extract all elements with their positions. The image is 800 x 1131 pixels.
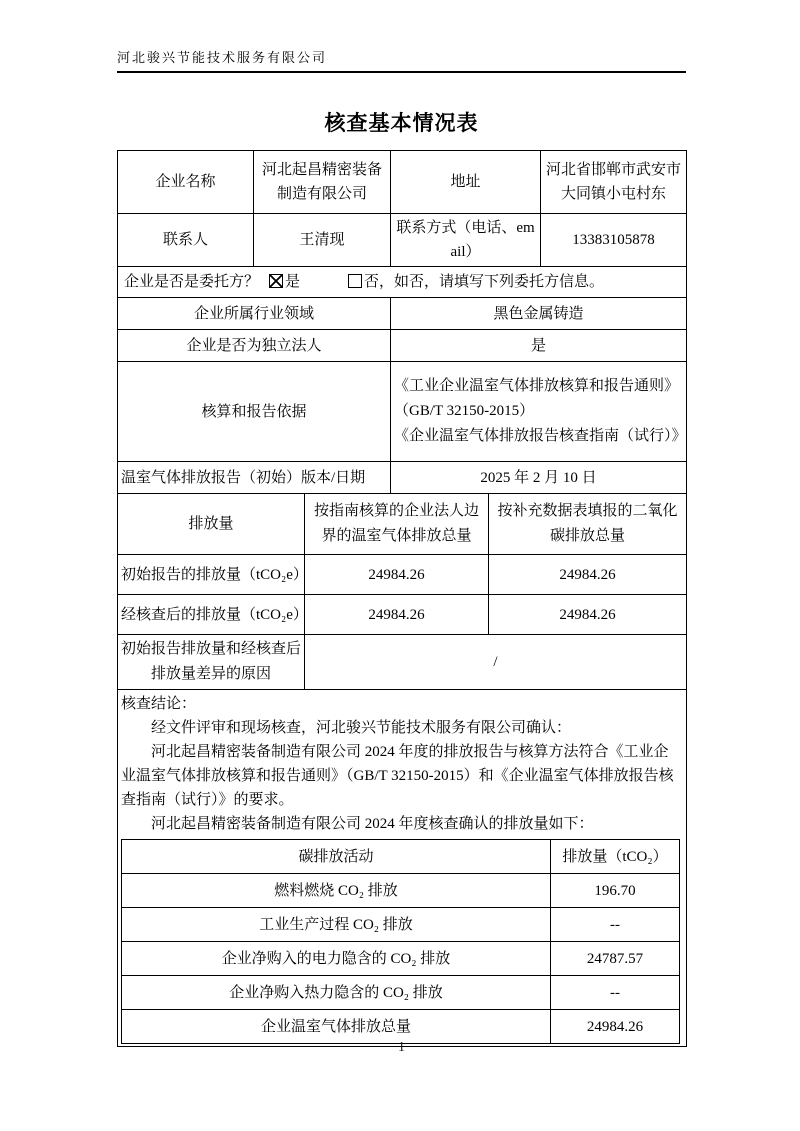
industry-label: 企业所属行业领域 [118, 298, 391, 330]
difference-reason-value: / [305, 635, 687, 690]
basis-line-1: 《工业企业温室气体排放核算和报告通则》（GB/T 32150-2015） [394, 378, 680, 419]
phone-value: 13383105878 [541, 214, 687, 267]
emission-activity-cell: 企业温室气体排放总量 [122, 1010, 551, 1044]
conclusion-paragraph-1: 经文件评审和现场核查，河北骏兴节能技术服务有限公司确认： [151, 720, 572, 736]
table-row-basis [118, 362, 687, 462]
emissions-header-col3: 按补充数据表填报的二氧化碳排放总量 [489, 494, 687, 555]
basis-line-2: 《企业温室气体排放报告核查指南（试行）》 [394, 428, 687, 444]
verification-table [117, 150, 687, 1047]
emission-activity-cell: 企业净购入的电力隐含的 CO₂ 排放 [122, 942, 551, 976]
emission-activity-header: 碳排放活动 [122, 840, 551, 874]
table-row-entrust [118, 267, 687, 298]
header-company-name: 河北骏兴节能技术服务有限公司 [117, 50, 328, 65]
emission-amount-cell: 196.70 [551, 874, 680, 908]
table-row-contact [118, 214, 687, 267]
table-row-total-ghg [122, 1010, 680, 1044]
entrust-yes-label: 是 [285, 274, 301, 290]
difference-reason-label: 初始报告排放量和经核查后排放量差异的原因 [118, 635, 305, 690]
address-label: 地址 [391, 151, 541, 214]
table-row-conclusion [118, 690, 687, 1047]
entrust-question: 企业是否是委托方？ [124, 274, 260, 290]
enterprise-name-value: 河北起昌精密装备制造有限公司 [254, 151, 391, 214]
basis-value [391, 362, 687, 462]
document-header [117, 47, 686, 73]
initial-emission-value-1: 24984.26 [305, 555, 489, 595]
entrust-row-cell [118, 267, 687, 298]
legal-person-label: 企业是否为独立法人 [118, 330, 391, 362]
emission-activity-cell: 企业净购入热力隐含的 CO₂ 排放 [122, 976, 551, 1010]
legal-person-value: 是 [391, 330, 687, 362]
emission-table-header-row [122, 840, 680, 874]
industry-value: 黑色金属铸造 [391, 298, 687, 330]
emissions-header-col1: 排放量 [118, 494, 305, 555]
contact-person-value: 王清现 [254, 214, 391, 267]
emission-amount-header: 排放量（tCO₂） [551, 840, 680, 874]
table-row-legal-person [118, 330, 687, 362]
page-title: 核查基本情况表 [324, 111, 479, 135]
checked-checkbox-icon [269, 274, 283, 288]
emission-activity-cell: 燃料燃烧 CO₂ 排放 [122, 874, 551, 908]
unchecked-checkbox-icon [348, 274, 362, 288]
conclusion-title: 核查结论： [121, 696, 197, 712]
table-row-difference-reason [118, 635, 687, 690]
basis-label: 核算和报告依据 [118, 362, 391, 462]
enterprise-name-label: 企业名称 [118, 151, 254, 214]
contact-person-label: 联系人 [118, 214, 254, 267]
conclusion-paragraph-3: 河北起昌精密装备制造有限公司 2024 年度核查确认的排放量如下： [151, 816, 594, 832]
report-version-value: 2025 年 2 月 10 日 [391, 462, 687, 494]
table-row-industrial-process [122, 908, 680, 942]
conclusion-paragraph-2: 河北起昌精密装备制造有限公司 2024 年度的排放报告与核算方法符合《工业企业温室气体排放核算和报告通则》（GB/T 32150-2015）和《企业温室气体排放报告核查指南（试行）》的要求。 [121, 744, 674, 808]
table-row-purchased-electricity [122, 942, 680, 976]
table-row-verified-emission [118, 595, 687, 635]
initial-emission-value-2: 24984.26 [489, 555, 687, 595]
emission-activity-table [121, 839, 680, 1044]
report-version-label: 温室气体排放报告（初始）版本/日期 [118, 462, 391, 494]
table-row-purchased-heat [122, 976, 680, 1010]
table-row-fuel-combustion [122, 874, 680, 908]
entrust-no-label: 否，如否，请填写下列委托方信息。 [364, 274, 605, 290]
table-row-initial-emission [118, 555, 687, 595]
page-number: 1 [398, 1040, 405, 1055]
emissions-header-col2: 按指南核算的企业法人边界的温室气体排放总量 [305, 494, 489, 555]
emission-amount-cell: 24787.57 [551, 942, 680, 976]
initial-emission-label: 初始报告的排放量（tCO₂e） [118, 555, 305, 595]
emission-amount-cell: -- [551, 976, 680, 1010]
emission-amount-cell: -- [551, 908, 680, 942]
emission-amount-cell: 24984.26 [551, 1010, 680, 1044]
verified-emission-value-2: 24984.26 [489, 595, 687, 635]
table-row-report-version [118, 462, 687, 494]
address-value: 河北省邯郸市武安市大同镇小屯村东 [541, 151, 687, 214]
table-row-emissions-header [118, 494, 687, 555]
emission-activity-cell: 工业生产过程 CO₂ 排放 [122, 908, 551, 942]
contact-method-label: 联系方式（电话、email） [391, 214, 541, 267]
conclusion-cell [118, 690, 687, 1047]
verified-emission-value-1: 24984.26 [305, 595, 489, 635]
table-row-industry [118, 298, 687, 330]
verified-emission-label: 经核查后的排放量（tCO₂e） [118, 595, 305, 635]
table-row-enterprise [118, 151, 687, 214]
